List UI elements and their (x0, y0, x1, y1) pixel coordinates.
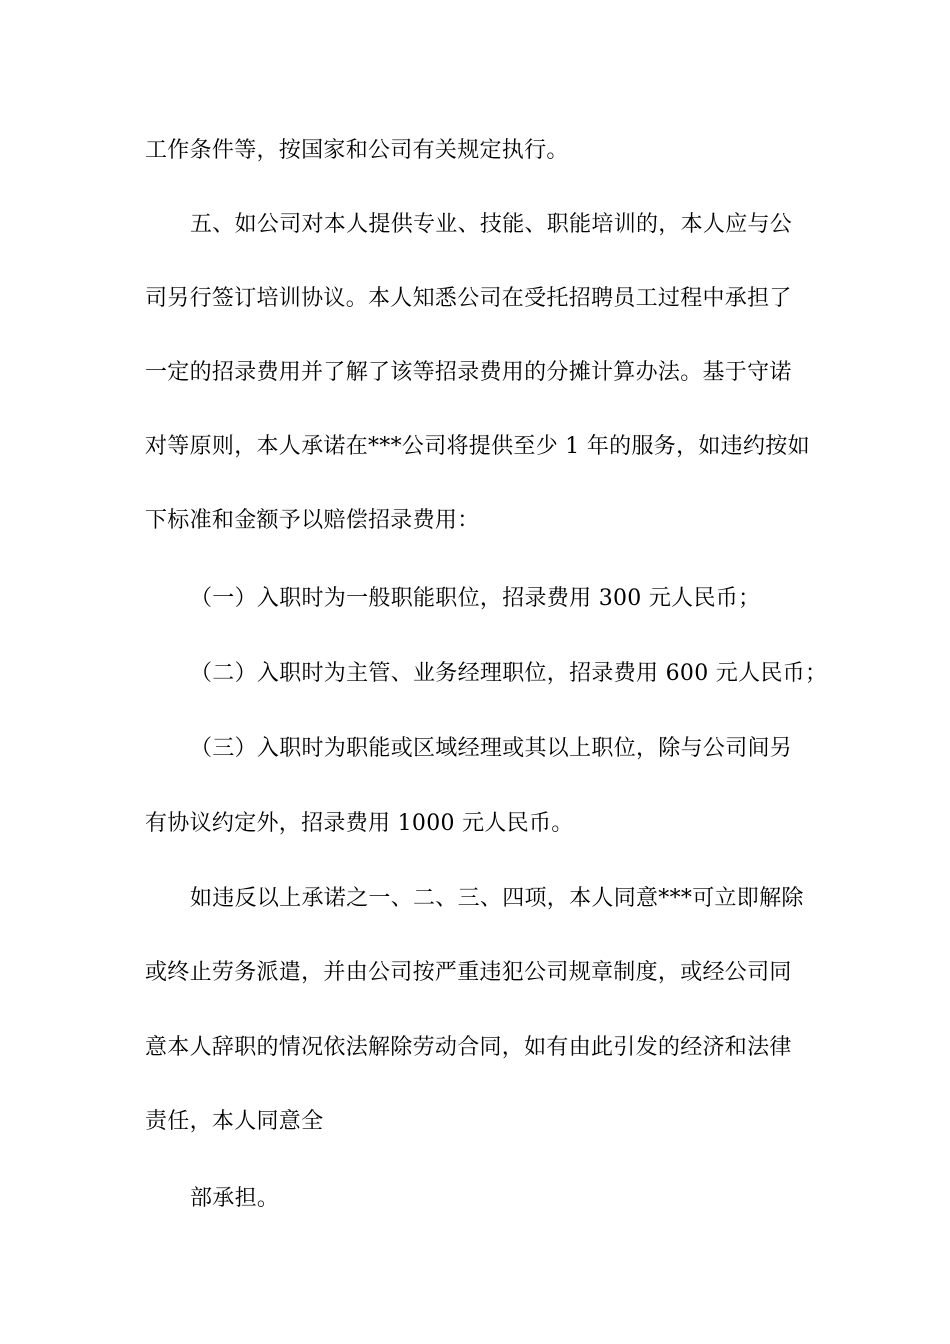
paragraph-line: 意本人辞职的情况依法解除劳动合同，如有由此引发的经济和法律 (145, 1035, 792, 1060)
paragraph-line: 部承担。 (190, 1186, 280, 1211)
paragraph-line: 或终止劳务派遣，并由公司按严重违犯公司规章制度，或经公司同 (145, 960, 792, 985)
paragraph-line: 对等原则，本人承诺在***公司将提供至少 1 年的服务，如违约按如 (145, 434, 810, 459)
paragraph-line: 五、如公司对本人提供专业、技能、职能培训的，本人应与公 (190, 212, 793, 237)
list-item: （一）入职时为一般职能职位，招录费用 300 元人民币； (190, 586, 761, 611)
paragraph-line: 如违反以上承诺之一、二、三、四项，本人同意***可立即解除 (190, 886, 804, 911)
paragraph-line: 有协议约定外，招录费用 1000 元人民币。 (145, 811, 574, 836)
list-item: （二）入职时为主管、业务经理职位，招录费用 600 元人民币； (190, 661, 828, 686)
paragraph-line: 工作条件等，按国家和公司有关规定执行。 (145, 138, 569, 163)
paragraph-line: 下标准和金额予以赔偿招录费用： (145, 508, 480, 533)
paragraph-line: 责任，本人同意全 (145, 1109, 324, 1134)
paragraph-line: 一定的招录费用并了解了该等招录费用的分摊计算办法。基于守诺 (145, 360, 792, 385)
list-item: （三）入职时为职能或区域经理或其以上职位，除与公司间另 (190, 736, 793, 761)
paragraph-line: 司另行签订培训协议。本人知悉公司在受托招聘员工过程中承担了 (145, 286, 792, 311)
